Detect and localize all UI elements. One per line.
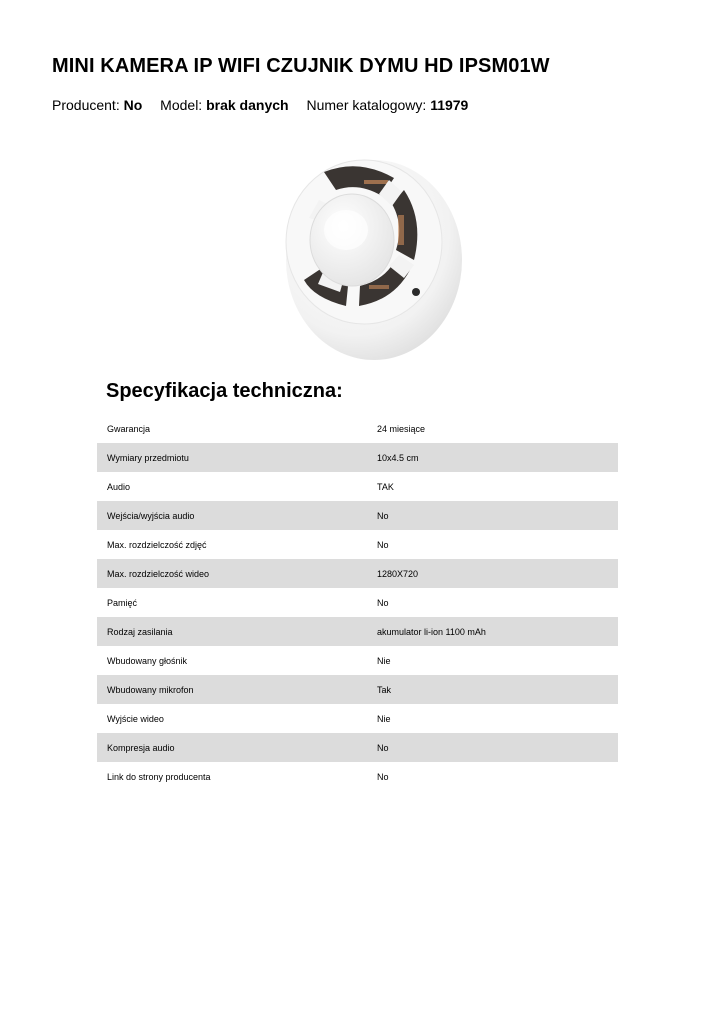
catalog-value: 11979 [430, 97, 469, 113]
catalog-label: Numer katalogowy: [306, 97, 427, 113]
spec-label: Max. rozdzielczość wideo [97, 559, 367, 588]
spec-value: No [377, 539, 389, 550]
table-row [97, 501, 618, 530]
spec-label: Wbudowany głośnik [107, 655, 188, 666]
spec-value: Nie [377, 713, 391, 724]
table-row [97, 443, 618, 472]
spec-value: Nie [377, 655, 391, 666]
spec-heading: Specyfikacja techniczna: [106, 380, 343, 402]
spec-label: Kompresja audio [97, 733, 367, 762]
spec-label: Wymiary przedmiotu [97, 443, 367, 472]
spec-value: No [377, 597, 389, 608]
table-row [97, 646, 618, 675]
model-label: Model: [160, 97, 203, 113]
table-row [97, 530, 618, 559]
table-row [97, 617, 618, 646]
spec-value: TAK [377, 481, 394, 492]
table-row [97, 762, 618, 791]
spec-label: Max. rozdzielczość zdjęć [107, 539, 207, 550]
catalog-number-field [306, 97, 468, 113]
spec-value: No [367, 733, 618, 762]
producer-value: No [123, 97, 143, 113]
spec-label: Link do strony producenta [107, 771, 211, 782]
table-row [97, 588, 618, 617]
spec-value: Tak [367, 675, 618, 704]
table-row [97, 675, 618, 704]
table-row [97, 733, 618, 762]
smoke-detector-camera-icon [264, 130, 464, 365]
table-row [97, 414, 618, 443]
page-title: MINI KAMERA IP WIFI CZUJNIK DYMU HD IPSM01W [52, 55, 550, 77]
spec-label: Rodzaj zasilania [97, 617, 367, 646]
producer-field [52, 97, 146, 113]
spec-value: 24 miesiące [377, 423, 426, 434]
model-value: brak danych [206, 97, 289, 113]
spec-label: Wyjście wideo [107, 713, 164, 724]
product-photo [264, 130, 464, 365]
table-row [97, 472, 618, 501]
spec-value: 10x4.5 cm [367, 443, 618, 472]
spec-label: Pamięć [107, 597, 138, 608]
table-row [97, 704, 618, 733]
spec-value: No [377, 771, 389, 782]
product-meta [52, 97, 482, 113]
spec-label: Wbudowany mikrofon [97, 675, 367, 704]
spec-table [97, 414, 618, 791]
spec-value: No [367, 501, 618, 530]
spec-value: akumulator li-ion 1100 mAh [367, 617, 618, 646]
producer-label: Producent: [52, 97, 120, 113]
spec-label: Gwarancja [107, 423, 151, 434]
table-row [97, 559, 618, 588]
spec-label: Audio [107, 481, 131, 492]
model-field [160, 97, 292, 113]
spec-label: Wejścia/wyjścia audio [97, 501, 367, 530]
spec-value: 1280X720 [367, 559, 618, 588]
